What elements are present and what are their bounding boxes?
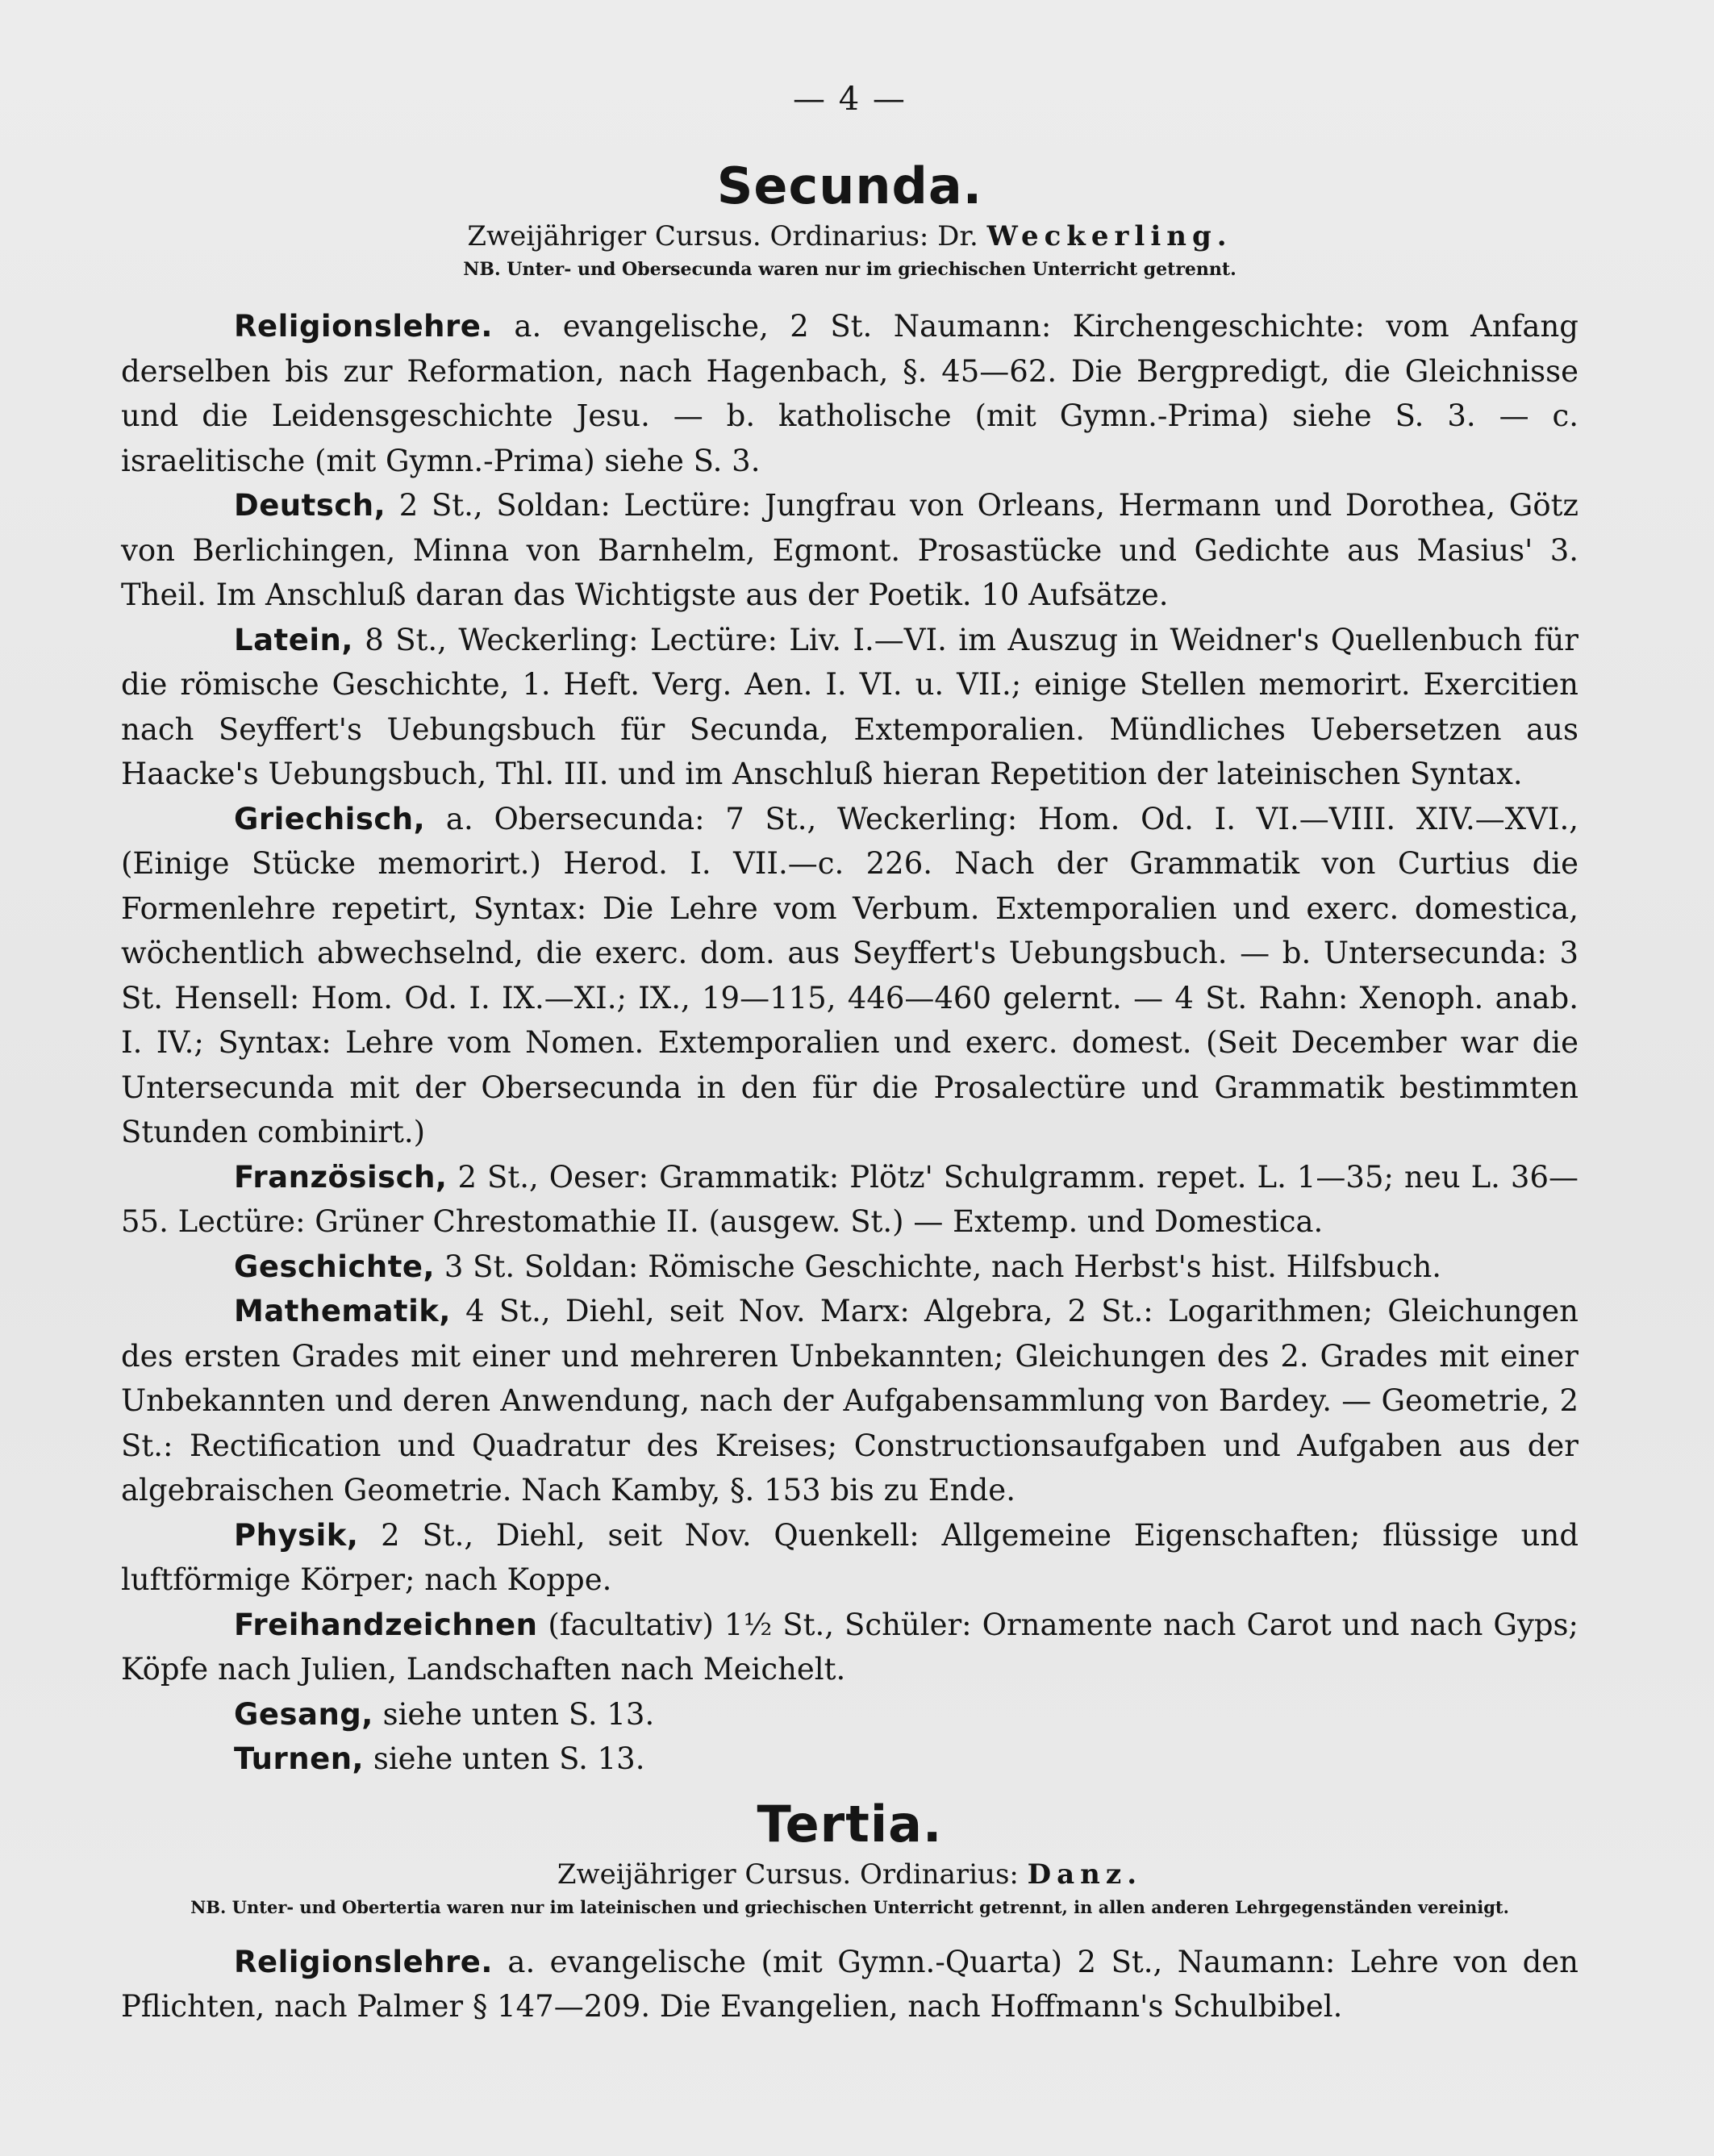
note-tertia: NB. Unter- und Obertertia waren nur im lateinischen und griechischen Unterricht getrennt, in allen anderen Lehrgegenständen vereinigt.	[190, 1896, 1509, 1917]
subject-heading: Latein,	[234, 622, 353, 657]
subject-religion-tertia	[121, 1940, 1578, 2029]
note-secunda: NB. Unter- und Obersecunda waren nur im griechischen Unterricht getrennt.	[463, 259, 1236, 280]
subject-text: 2 St., Soldan: Lectüre: Jungfrau von Orleans, Hermann und Dorothea, Götz von Berlichingen, Minna von Barnhelm, Egmont. Prosastücke und Gedichte aus Masius' 3. Theil. Im Anschluß daran das Wichtigste aus der Poetik. 10 Aufsätze.	[121, 488, 1578, 612]
subject-heading: Turnen,	[234, 1741, 365, 1776]
subject-text: (facultativ) 1½ St., Schüler: Ornamente nach Carot und nach Gyps; Köpfe nach Julien, Landschaften nach Meichelt.	[121, 1607, 1578, 1687]
cursus-line-secunda	[121, 220, 1578, 252]
subject-heading: Französisch,	[234, 1159, 448, 1195]
subject-text: 2 St., Diehl, seit Nov. Quenkell: Allgemeine Eigenschaften; flüssige und luftförmige Körper; nach Koppe.	[121, 1517, 1578, 1597]
subject-heading: Freihandzeichnen	[234, 1607, 538, 1642]
cursus-prefix: Zweijähriger Cursus. Ordinarius:	[557, 1858, 1028, 1891]
subject-heading: Mathematik,	[234, 1294, 451, 1328]
subject-text: a. Obersecunda: 7 St., Weckerling: Hom. Od. I. VI.—VIII. XIV.—XVI., (Einige Stücke memorirt.) Herod. I. VII.—c. 226. Nach der Grammatik von Curtius die Formenlehre repetirt, Syntax: Die Lehre vom Verbum. Extemporalien und exerc. domestica, wöchentlich abwechselnd, die exerc. dom. aus Seyffert's Uebungsbuch. — b. Untersecunda: 3 St. Hensell: Hom. Od. I. IX.—XI.; IX., 19—115, 446—460 gelernt. — 4 St. Rahn: Xenoph. anab. I. IV.; Syntax: Lehre vom Nomen. Extemporalien und exerc. domest. (Seit December war die Untersecunda mit der Obersecunda in den für die Prosalectüre und Grammatik bestimmten Stunden combinirt.)	[121, 801, 1578, 1149]
subject-text: siehe unten S. 13.	[373, 1696, 655, 1732]
subject-heading: Geschichte,	[234, 1249, 436, 1284]
ordinarius-name: Weckerling.	[986, 220, 1232, 252]
subject-text: a. evangelische, 2 St. Naumann: Kirchengeschichte: vom Anfang derselben bis zur Reformation, nach Hagenbach, §. 45—62. Die Bergpredigt, die Gleichnisse und die Leidensgeschichte Jesu. — b. katholische (mit Gymn.-Prima) siehe S. 3. — c. israelitische (mit Gymn.-Prima) siehe S. 3.	[121, 309, 1578, 478]
subject-heading: Gesang,	[234, 1696, 373, 1732]
subject-text: 2 St., Oeser: Grammatik: Plötz' Schulgramm. repet. L. 1—35; neu L. 36—55. Lectüre: Grüner Chrestomathie II. (ausgew. St.) — Extemp. und Domestica.	[121, 1159, 1578, 1239]
subject-physik	[121, 1513, 1578, 1603]
subject-text: a. evangelische (mit Gymn.-Quarta) 2 St., Naumann: Lehre von den Pflichten, nach Palmer § 147—209. Die Evangelien, nach Hoffmann's Schulbibel.	[121, 1944, 1578, 2024]
subject-gesang	[121, 1692, 1578, 1737]
subject-text: siehe unten S. 13.	[364, 1741, 645, 1776]
subject-geschichte	[121, 1245, 1578, 1290]
subject-freihandzeichnen	[121, 1603, 1578, 1692]
subject-heading: Physik,	[234, 1517, 359, 1553]
subject-latein	[121, 618, 1578, 797]
subject-mathematik	[121, 1289, 1578, 1513]
subject-religion	[121, 304, 1578, 483]
subject-franzoesisch	[121, 1155, 1578, 1245]
subject-griechisch	[121, 797, 1578, 1155]
cursus-prefix: Zweijähriger Cursus. Ordinarius: Dr.	[467, 220, 987, 252]
cursus-line-tertia	[121, 1858, 1578, 1891]
subject-heading: Religionslehre.	[234, 309, 493, 344]
subject-deutsch	[121, 483, 1578, 618]
ordinarius-name: Danz.	[1027, 1858, 1143, 1891]
subject-text: 3 St. Soldan: Römische Geschichte, nach Herbst's hist. Hilfsbuch.	[435, 1249, 1442, 1284]
subject-heading: Deutsch,	[234, 488, 386, 523]
subject-text: 8 St., Weckerling: Lectüre: Liv. I.—VI. im Auszug in Weidner's Quellenbuch für die römische Geschichte, 1. Heft. Verg. Aen. I. VI. u. VII.; einige Stellen memorirt. Exercitien nach Seyffert's Uebungsbuch für Secunda, Extemporalien. Mündliches Uebersetzen aus Haacke's Uebungsbuch, Thl. III. und im Anschluß hieran Repetition der lateinischen Syntax.	[121, 622, 1578, 791]
subject-text: 4 St., Diehl, seit Nov. Marx: Algebra, 2 St.: Logarithmen; Gleichungen des ersten Grades mit einer und mehreren Unbekannten; Gleichungen des 2. Grades mit einer Unbekannten und deren Anwendung, nach der Aufgabensammlung von Bardey. — Geometrie, 2 St.: Rectification und Quadratur des Kreises; Constructionsaufgaben und Aufgaben aus der algebraischen Geometrie. Nach Kamby, §. 153 bis zu Ende.	[121, 1294, 1578, 1508]
section-title-tertia: Tertia.	[757, 1794, 943, 1854]
section-title-secunda: Secunda.	[716, 156, 983, 215]
subject-heading: Griechisch,	[234, 801, 426, 836]
subject-turnen	[121, 1737, 1578, 1782]
subject-heading: Religionslehre.	[234, 1944, 493, 1979]
page-number: — 4 —	[793, 81, 907, 118]
